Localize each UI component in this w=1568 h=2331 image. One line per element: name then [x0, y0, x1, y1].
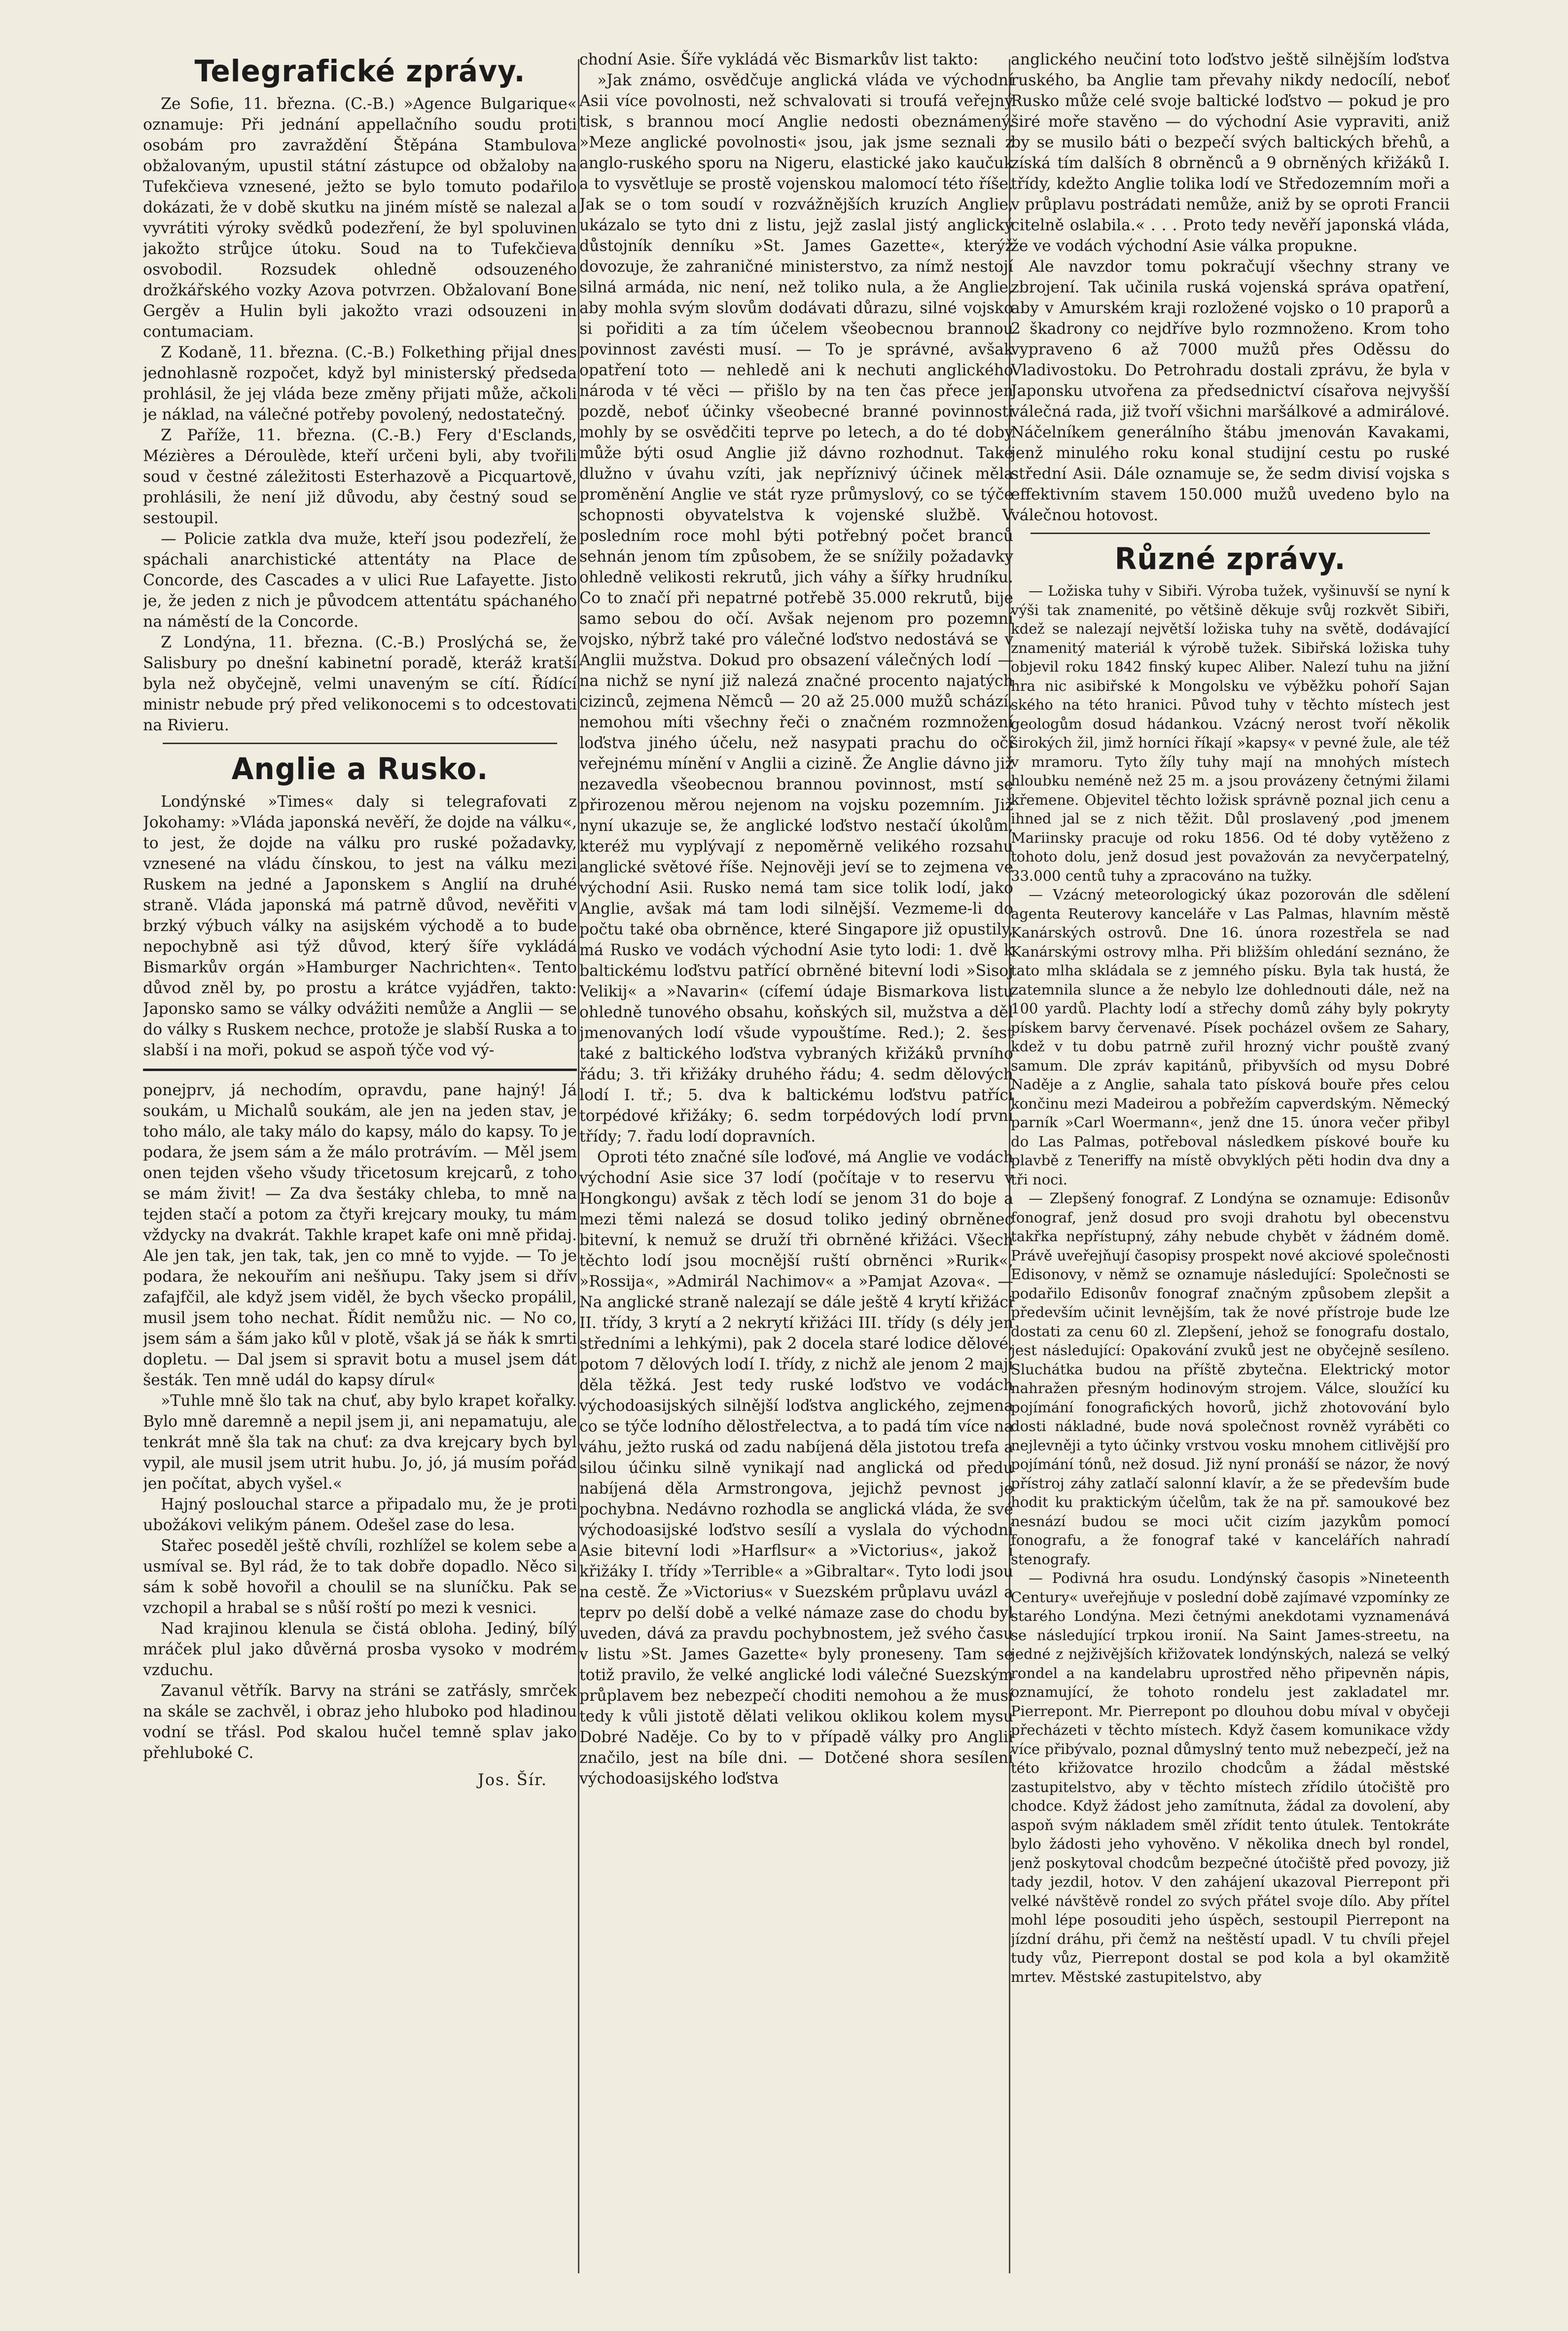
section-heading-telegraphic: Telegrafické zprávy.: [194, 53, 526, 89]
feuilleton-paragraph: »Tuhle mně šlo tak na chuť, aby bylo krapet kořalky. Bylo mně daremně a nepil jsem ji, ani nepamatuju, ale tenkrát mně šla tak na chuť: za dva krejcary bych byl vypil, ale musil jsem utrit hubu. Jo, jó, já musím pořád jen počítat, abych vyšel.«: [143, 1392, 577, 1493]
feuilleton-paragraph: Stařec poseděl ještě chvíli, rozhlížel se kolem sebe a usmíval se. Byl rád, že to tak dobře dopadlo. Něco si sám k sobě hovořil a choulil se na sluníčku. Pak se vzchopil a hrabal se s nůší roští po mezi k vesnici.: [143, 1537, 577, 1617]
news-item: — Zlepšený fonograf. Z Londýna se oznamuje: Edisonův fonograf, jenž dosud pro svoji drahotu byl obecenstvu takřka nepřístupný, záhy nebude chybět v žádném domě. Právě uveřejňují časopisy prospekt nové akciové společnosti Edisonovy, v němž se oznamuje následující: Společnosti se podařilo Edisonův fonograf značným způsobem zlepšit a především učinit levnějším, tak že nové přístroje bude lze dostati za cenu 60 zl. Zlepšení, jehož se fonografu dostalo, jest následující: Opakování zvuků jest ne obyčejně sesíleno. Sluchátka budou na příště zbytečna. Elektrický motor nahražen přesným hodinovým strojem. Válce, sloužící ku pojímání fonografických hovorů, jichž zhotovování bylo dosti nákladné, bude nová společnost rovněž vyráběti co nejlevněji a tyto účinky vrstvou vosku mnohem citlivější pro pojímání tónů, než dosud. Již nyní pronáší se názor, že nový přístroj záhy zatlačí salonní klavír, a že se především bude hodit ku praktickým účelům, tak že na př. samoukové bez nesnází budou se moci učit cizím jazykům pomocí fonografu, a že fonograf také v kancelářích nahradí stenografy.: [1011, 1190, 1450, 1568]
column-2: [579, 49, 1013, 2283]
news-item: — Vzácný meteorologický úkaz pozorován dle sdělení agenta Reuterovy kanceláře v Las Palmas, hlavním městě Kanárských ostrovů. Dne 16. února rozestřela se nad Kanárskými ostrovy mlha. Při bližším ohledání seznáno, že tato mlha skládala se z jemného písku. Byla tak hustá, že zatemnila slunce a že nebylo lze dohlednouti dále, než na 100 yardů. Plachty lodí a střechy domů záhy byly pokryty pískem barvy červenavé. Písek pocházel ovšem ze Sahary, kdež v tu dobu patrně zuřil hrozný vichr pouště zvaný samum. Dle zpráv kapitánů, přibyvších od mysu Dobré Naděje a z Anglie, sahala tato písková bouře přes celou končinu mezi Madeirou a pobřežím capverdským. Německý parník »Carl Woermann«, jenž dne 15. února večer přibyl do Las Palmas, potřeboval následkem pískové bouře ku plavbě z Teneriffy na místě obvyklých pěti hodin dva dny a tři noci.: [1011, 886, 1450, 1188]
article-paragraph: Londýnské »Times« daly si telegrafovati z Jokohamy: »Vláda japonská nevěří, že dojde na válku«, to jest, že dojde na válku pro ruské požadavky, vznesené na vládu čínskou, to jest na válku mezi Ruskem na jedné a Japonskem s Anglií na druhé straně. Vláda japonská má patrně důvod, nevěřiti v brzký výbuch války na asijském východě a to bude nepochybně asi týž důvod, který šíře vykládá Bismarkův orgán »Hamburger Nachrichten«. Tento důvod zněl by, po prostu a krátce vyjádřen, takto: Japonsko samo se války odvážiti nemůže a Anglii — se do války s Ruskem nechce, protože je slabší Ruska a to slabší i na moři, pokud se aspoň týče vod vý-: [143, 793, 577, 1059]
column-1: [143, 49, 577, 2288]
article-paragraph: anglického neučiní toto loďstvo ještě silnějším loďstva ruského, ba Anglie tam převahy nikdy nedocílí, neboť Rusko může celé svoje baltické loďstvo — pokud je pro širé moře stavěno — do východní Asie vypraviti, aniž by se musilo báti o bezpečí svých baltických břehů, a získá tím dalších 8 obrněnců a 9 obrněných křižáků I. třídy, kdežto Anglie tolika lodí ve Středozemním moři a v průplavu postrádati nemůže, aniž by se oproti Francii citelně oslabila.« . . . Proto tedy nevěří japonská vláda, že ve vodách východní Asie válka propukne.: [1011, 51, 1450, 255]
feuilleton-paragraph: ponejprv, já nechodím, opravdu, pane hajný! Já soukám, u Michalů soukám, ale jen na jeden stav, je toho málo, ale taky málo do kapsy, málo do kapsy. To je podara, že jsem sám a že málo protrávím. — Měl jsem onen tejden všeho všudy třicetosum krejcarů, z toho se mám živit! — Za dva šestáky chleba, to mně na tejden stačí a potom za čtyři krejcary mouky, tu mám vždycky na dvakrát. Takhle krapet kafe oni mně přidaj. Ale jen tak, jen tak, tak, jen co mně to vyjde. — To je podara, že nekouřím ani nešňupu. Taky jsem si dřív zafajfčil, ale když jsem viděl, že bych všecko propálil, musil jsem toho nechat. Řídit nemůžu nic. — No co, jsem sám a šám jako kůl v plotě, však já se ňák k smrti dopletu. — Dal jsem si spravit botu a musel jsem dát šesták. Ten mně udál do kapsy dírul«: [143, 1081, 577, 1389]
article-paragraph: Oproti této značné síle loďové, má Anglie ve vodách východní Asie sice 37 lodí (počítaje v to reservu v Hongkongu) avšak z těch lodí se jenom 31 do boje a mezi těmi nalezá se dosud toliko jediný obrněnec bitevní, k nemuž se druží tři obrněné křižáci. Všech těchto lodí jsou mocnější ruští obrněnci »Rurik«, »Rossija«, »Admirál Nachimov« a »Pamjat Azova«. — Na anglické straně nalezají se dále ještě 4 krytí křižáci II. třídy, 3 krytí a 2 nekrytí křižáci III. třídy (s dély jen středními a lehkými), pak 2 docela staré lodice dělové, potom 7 dělových lodí I. třídy, z nichž ale jenom 2 mají děla těžká. Jest tedy ruské loďstvo ve vodách východoasijských silnější loďstva anglického, zejmena co se týče lodního dělostřelectva, a to padá tím více na váhu, ježto ruská od zadu nabíjená děla jistotou trefa a silou účinku silně vynikají nad anglická od předu nabíjená děla Armstrongova, jejichž pevnost je pochybna. Nedávno rozhodla se anglická vláda, že své východoasijské loďstvo sesílí a vyslala do východní Asie bitevní lodi »Harflsur« a »Victorius«, jakož i křižáky I. třídy »Terrible« a »Gibraltar«. Tyto lodi jsou na cestě. Že »Victorius« v Suezském průplavu uvázl a teprv po delší době a velké námaze zase do chodu byl uveden, dává za pravdu pochybnostem, jež svého času v listu »St. James Gazette« byly proneseny. Tam se totiž pravilo, že velké anglické lodi válečné Suezským průplavem bez nebezpečí choditi nemohou a že musí tedy k vůli jistotě dělati velikou oklikou kolem mysu Dobré Naděje. Co by to v případě války pro Anglii značilo, jest na bíle dni. — Dotčené shora sesílení východoasijského loďstva: [579, 1148, 1013, 1788]
news-paragraph: Z Londýna, 11. března. (C.-B.) Proslýchá se, že Salisbury po dnešní kabinetní poradě, kteráž kratší byla než obyčejně, velmi unaveným se cítí. Řídící ministr nebude prý před velikonocemi s to odcestovati na Rivieru.: [143, 634, 577, 734]
news-item: — Podivná hra osudu. Londýnský časopis »Nineteenth Century« uveřejňuje v poslední době zajímavé vzpomínky ze starého Londýna. Mezi četnými anekdotami vyznamenává se následující trpkou ironií. Na Saint James-streetu, na jedné z nejživějších křižovatek londýnských, nalezá se velký rondel a na kandelabru uprostřed něho připevněn nápis, oznamující, že tohoto rondelu jest zakladatel mr. Pierrepont. Mr. Pierrepont po dlouhou dobu míval v obyčeji přecházeti v těchto místech. Když časem komunikace vždy více přibývalo, poznal důmyslný tento muž nebezpečí, jež na této křižovatce hrozilo chodcům a žádal městské zastupitelstvo, aby v těchto místech zřídilo útočiště pro chodce. Když žádost jeho zamítnuta, žádal za dovolení, aby aspoň svým nákladem směl zřídit tento útulek. Tentokráte bylo žádosti jeho vyhověno. V několika dnech byl rondel, jenž poskytoval chodcům bezpečné útočiště před povozy, již tady jezdil, hotov. V den zahájení ukazoval Pierrepont při velké návštěvě rondel zo svých přátel svoje dílo. Aby přítel mohl lépe posouditi jeho úspěch, sestoupil Pierrepont na jízdní dráhu, při čemž na neštěstí upadl. V tu chvíli přejel tudy vůz, Pierrepont dostal se pod kola a byl okamžitě mrtev. Městské zastupitelstvo, aby: [1011, 1570, 1450, 1985]
section-heading-ruzne: Různé zprávy.: [1114, 541, 1346, 576]
feuilleton-divider: [143, 1069, 577, 1071]
article-paragraph: Ale navzdor tomu pokračují všechny strany ve zbrojení. Tak učinila ruská vojenská správa opatření, aby v Amurském kraji rozložené vojsko o 10 praporů a 2 škadrony co nejdříve bylo rozmnoženo. Krom toho vypraveno 6 až 7000 mužů přes Oděssu do Vladivostoku. Do Petrohradu dostali zprávu, že byla v Japonsku utvořena za předsednictví císařova nejvyšší válečná rada, již tvoří všichni maršálkové a admirálové. Náčelníkem generálního štábu jmenován Kavakami, jenž minulého roku konal studijní cestu po ruské střední Asii. Dále oznamuje se, že sedm divisí vojska s effektivním stavem 150.000 mužů uvedeno bylo na válečnou hotovost.: [1011, 258, 1450, 524]
column-3: [1011, 49, 1450, 2298]
feuilleton-paragraph: Nad krajinou klenula se čistá obloha. Jediný, bílý mráček plul jako důvěrná prosba vysoko v modrém vzduchu.: [143, 1620, 577, 1679]
feuilleton-paragraph: Zavanul větřík. Barvy na stráni se zatřásly, smrček na skále se zachvěl, i obraz jeho hluboko pod hladinou vodní se třásl. Pod skalou hučel temně splav jako přehluboké C.: [143, 1682, 577, 1762]
news-paragraph: — Policie zatkla dva muže, kteří jsou podezřelí, že spáchali anarchistické attentáty na Place de Concorde, des Cascades a v ulici Rue Lafayette. Jisto je, že jeden z nich je původcem attentátu spáchaného na náměstí de la Concorde.: [143, 530, 577, 631]
section-divider: [163, 743, 557, 744]
news-item: — Ložiska tuhy v Sibiři. Výroba tužek, vyšinuvší se nyní k výši tak znamenité, po většině děkuje svůj rozkvět Sibiři, kdež se nalezají největší ložiska tuhy na světě, dodávající znamenitý materiál k výrobě tužek. Sibiřská ložiska tuhy objevil roku 1842 finský kupec Aliber. Nalezí tuhu na jižní hra nic asibiřské k Mongolsku ve výběžku pohoří Sajan ského na této hranici. Původ tuhy v těchto místech jest geologům dosud hádankou. Vzácný nerost tvoří několik širokých žil, jimž horníci říkají »kapsy« v pevné žule, ale též v mramoru. Tyto žíly tuhy mají na mnohých místech hloubku neméně než 25 m. a jsou provázeny četnými žilami křemene. Objevitel těchto ložisk správně poznal jich cenu a ihned jal se z nich těžit. Důl proslavený ,pod jmenem Mariinsky pracuje od roku 1856. Od té doby vytěženo z tohoto dolu, jenž dosud jest považován za nevyčerpatelný, 33.000 centů tuhy a zpracováno na tužky.: [1011, 582, 1450, 884]
section-heading-anglie: Anglie a Rusko.: [231, 751, 489, 787]
feuilleton-paragraph: Hajný poslouchal starce a připadalo mu, že je proti ubožákovi velikým pánem. Odešel zase do lesa.: [143, 1496, 577, 1534]
article-paragraph: chodní Asie. Šíře vykládá věc Bismarkův list takto:: [579, 51, 979, 69]
section-divider: [1031, 533, 1430, 534]
article-paragraph: »Jak známo, osvědčuje anglická vláda ve východní Asii více povolnosti, než schvalovati si troufá veřejný tisk, s brannou mocí Anglie nedosti obeznámený. »Meze anglické povolnosti« jsou, jak jsme seznali z anglo-ruského sporu na Nigeru, elastické jako kaučuk a to vysvětluje se prostě vojenskou malomocí této říše. Jak se o tom soudí v rozvážnějších kruzích Anglie, ukázalo se tyto dni z listu, jejž zaslal jistý anglický důstojník denníku »St. James Gazette«, kterýž dovozuje, že zahraničné ministerstvo, za nímž nestojí silná armáda, nic není, než toliko nula, a že Anglie, aby mohla svým slovům dodávati důrazu, silné vojsko si pořiditi a za tím účelem všeobecnou brannou povinnost zavésti musí. — To je správné, avšak opatření toto — nehledě ani k nechuti anglického národa v té věci — přišlo by na ten čas přece jen pozdě, neboť účinky všeobecné branné povinnosti mohly by se osvědčiti teprve po letech, a do té doby může býti osud Anglie již dávno rozhodnut. Také dlužno v úvahu vzíti, jak nepříznivý účinek měla proměnění Anglie ve stát ryze průmyslový, co se týče schopnosti obyvatelstva k vojenské službě. V posledním roce mohl býti potřebný počet branců sehnán jenom tím způsobem, že se snížily požadavky ohledně velikosti rekrutů, jich váhy a šířky hrudníku. Co to značí při nepatrné potřebě 35.000 rekrutů, bije samo sebou do očí. Avšak nejenom pro pozemní vojsko, nýbrž také pro válečné loďstvo nedostává se v Anglii mužstva. Dokud pro obsazení válečných lodí — na nichž se nyní již nalezá značné procento najatých cizinců, zejmena Němců — 20 až 25.000 mužů schází, nemohou míti všechny řeči o značném rozmnožení loďstva jiného účelu, než nasypati prachu do očí veřejnému mínění v Anglii a cizině. Že Anglie dávno již nezavedla všeobecnou brannou povinnost, mstí se přirozenou měrou nejenom na vojsku pozemním. Již nyní ukazuje se, že anglické loďstvo nestačí úkolům, kteréž mu vyplývají z nepoměrně velikého rozsahu anglické světové říše. Nejnověji jeví se to zejmena ve východní Asii. Rusko nemá tam sice tolik lodí, jako Anglie, avšak má tam lodi silnější. Vezmeme-li do počtu také oba obrněnce, které Singapore již opustily, má Rusko ve vodách východní Asie tyto lodi: 1. dvě k baltickému loďstvu patřící obrněné bitevní lodi »Sisoj Velikij« a »Navarin« (cífemí údaje Bismarkova listu ohledně tunového obsahu, koňských sil, mužstva a děl jmenovaných lodí všude vypouštíme. Red.); 2. šest také z baltického loďstva vybraných křižáků prvního řádu; 3. tři křižáky druhého řádu; 4. sedm dělových lodí I. tř.; 5. dva k baltickému loďstvu patřící torpédové křižáky; 6. sedm torpédových lodí první třídy; 7. řadu lodí dopravních.: [579, 72, 1013, 1146]
author-signature: Jos. Šír.: [478, 1770, 547, 1789]
news-paragraph: Z Paříže, 11. března. (C.-B.) Fery d'Esclands, Mézières a Déroulède, kteří určeni byli, aby tvořili soud v čestné záležitosti Esterhazově a Picquartově, prohlásili, že není již důvodu, aby čestný soud se sestoupil.: [143, 427, 577, 527]
news-paragraph: Z Kodaně, 11. března. (C.-B.) Folkething přijal dnes jednohlasně rozpočet, když byl ministerský předseda prohlásil, že jej vláda beze změny přijati může, ačkoli je náklad, na válečné potřeby povolený, nedostatečný.: [143, 344, 577, 424]
news-paragraph: Ze Sofie, 11. března. (C.-B.) »Agence Bulgarique« oznamuje: Při jednání appellačního soudu proti osobám pro zavraždění Štěpána Stambulova obžalovaným, upustil státní zástupce od obžaloby na Tufekčieva vznesené, ježto se bylo tomuto podařilo dokázati, že v době skutku na jiném místě se nalezal a vyvrátiti výroky svědků podezření, že byl spoluvinen jakožto strůjce útoku. Soud na to Tufekčieva osvobodil. Rozsudek ohledně odsouzeného drožkářského vozky Azova potvrzen. Obžalovaní Bone Gergěv a Hulin byli jakožto vrazi odsouzeni in contumaciam.: [143, 95, 577, 341]
